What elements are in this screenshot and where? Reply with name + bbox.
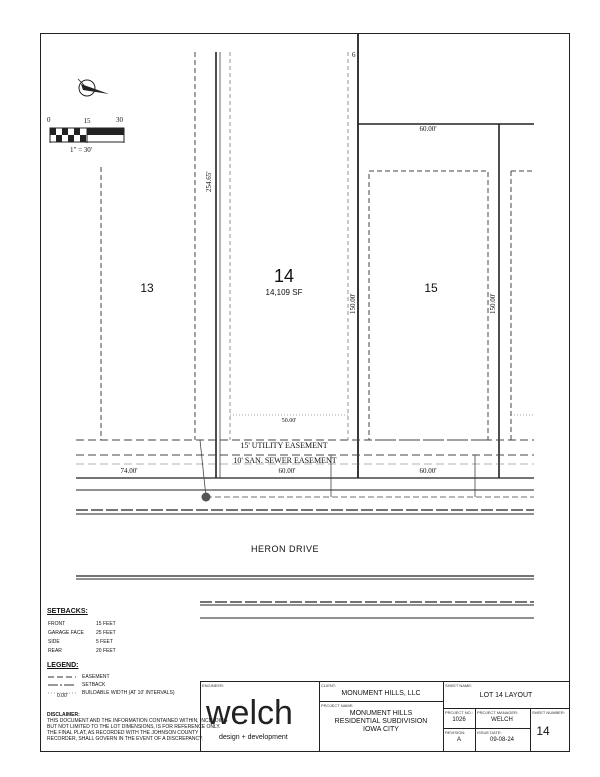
buildable-width-label: 50.00'	[281, 418, 297, 424]
company-tagline: design + development	[219, 734, 288, 741]
lot15-buildable-envelope	[369, 171, 488, 440]
lot14-side-dimension: 150.00'	[349, 293, 357, 314]
frontage-lot14: 60.00'	[278, 467, 296, 475]
engineer-label: ENGINEER:	[202, 683, 225, 688]
setback-label-side: SIDE	[48, 639, 60, 645]
legend-heading: LEGEND:	[47, 662, 79, 669]
client-label: CLIENT:	[321, 683, 336, 688]
disclaimer-line: THIS DOCUMENT AND THE INFORMATION CONTAINED WITHIN, INCLUDING	[47, 718, 228, 724]
utility-easement-label: 15' UTILITY EASEMENT	[240, 441, 328, 450]
legend-buildable-sample-label: 0.00'	[57, 693, 68, 699]
lot-14-area: 14,109 SF	[265, 288, 303, 297]
revision: A	[456, 737, 462, 743]
setback-value-side: 5 FEET	[96, 639, 113, 645]
setback-label-rear: REAR	[48, 648, 62, 654]
frontage-lot13: 74.00'	[120, 467, 138, 475]
disclaimer-line: BUT NOT LIMITED TO THE LOT DIMENSIONS, IS FOR REFERENCE ONLY.	[47, 724, 221, 730]
issue-date: 09-08-24	[489, 737, 515, 743]
sewer-easement-label: 10' SAN. SEWER EASEMENT	[233, 456, 337, 465]
project-line: RESIDENTIAL SUBDIVISION	[334, 718, 428, 725]
project-line: IOWA CITY	[363, 726, 399, 733]
frontage-lot15: 60.00'	[419, 467, 437, 475]
manhole-icon	[202, 493, 211, 502]
company-logo: welch	[206, 694, 293, 732]
setback-value-rear: 20 FEET	[96, 648, 116, 654]
service-line	[200, 440, 206, 497]
setback-value-front: 15 FEET	[96, 621, 116, 627]
revision-label: REVISION:	[445, 730, 466, 735]
scale-ratio: 1" = 30'	[70, 146, 93, 154]
scale-tick-0: 0	[47, 116, 51, 124]
setbacks-heading: SETBACKS:	[47, 608, 88, 615]
client-name: MONUMENT HILLS, LLC	[341, 690, 421, 697]
north-arrow-icon	[78, 79, 109, 96]
lot15-side-dimension: 150.00'	[489, 293, 497, 314]
top-right-dimension-fragment: 6	[352, 51, 356, 59]
street-name: HERON DRIVE	[250, 544, 320, 554]
legend-setback-text: SETBACK	[82, 682, 106, 688]
setback-label-garage: GARAGE FACE	[48, 630, 84, 636]
lot-15-number: 15	[424, 281, 438, 295]
disclaimer-heading: DISCLAIMER:	[47, 712, 80, 718]
project-name-label: PROJECT NAME:	[321, 703, 354, 708]
scale-tick-30: 30	[116, 116, 123, 124]
lot-13-number: 13	[140, 281, 154, 295]
project-no: 1026	[452, 717, 466, 723]
project-line: MONUMENT HILLS	[349, 710, 413, 717]
disclaimer-line: RECORDER, SHALL GOVERN IN THE EVENT OF A DISCREPANCY.	[47, 736, 204, 742]
sheet-name: LOT 14 LAYOUT	[479, 692, 533, 699]
sheet-number: 14	[536, 724, 550, 738]
scale-bar	[50, 128, 124, 143]
legend-buildable-text: BUILDABLE WIDTH (AT 10' INTERVALS)	[82, 690, 175, 696]
issue-date-label: ISSUE DATE:	[477, 730, 502, 735]
disclaimer-line: THE FINAL PLAT, AS RECORDED WITH THE JOHNSON COUNTY	[47, 730, 199, 736]
lot15-top-width: 60.00'	[419, 125, 437, 133]
setback-label-front: FRONT	[48, 621, 66, 627]
lot14-depth-dimension: 254.65'	[205, 171, 213, 192]
project-no-label: PROJECT NO.:	[445, 710, 473, 715]
project-manager-label: PROJECT MANAGER:	[477, 710, 519, 715]
setback-value-garage: 25 FEET	[96, 630, 116, 636]
scale-tick-15: 15	[83, 117, 91, 125]
sheet-name-label: SHEET NAME:	[445, 683, 473, 688]
project-manager: WELCH	[491, 717, 513, 723]
sheet-number-label: SHEET NUMBER:	[532, 710, 565, 715]
legend-easement-text: EASEMENT	[82, 674, 110, 680]
lot-14-number: 14	[273, 266, 295, 286]
